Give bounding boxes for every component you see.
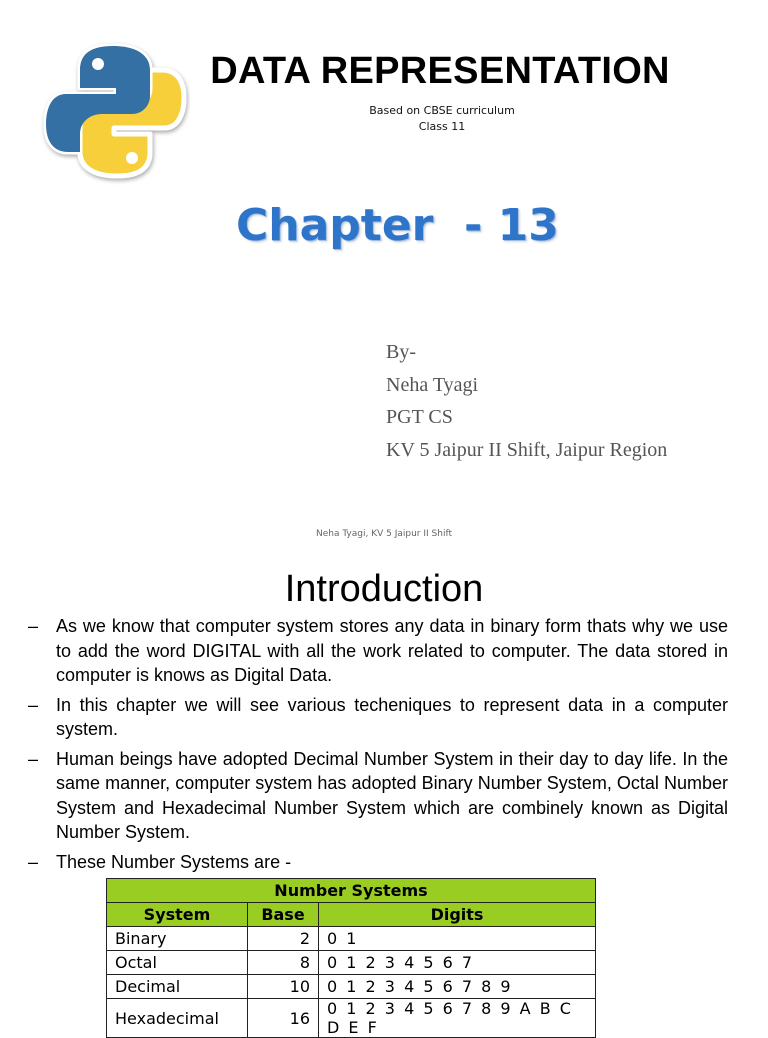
presentation-title: DATA REPRESENTATION	[210, 50, 670, 92]
cell-base: 8	[248, 951, 319, 975]
bullet-item	[28, 693, 728, 742]
author-by: By-	[386, 341, 416, 363]
table-row	[107, 975, 596, 999]
table-row	[107, 927, 596, 951]
slide-introduction	[0, 552, 768, 1037]
bullet-dash: –	[28, 694, 39, 715]
bullet-list	[28, 614, 728, 879]
chapter-heading: Chapter - 13	[236, 200, 559, 251]
column-header-digits: Digits	[319, 903, 596, 927]
bullet-dash: –	[28, 748, 39, 769]
bullet-text: These Number Systems are -	[56, 851, 292, 872]
table-title-row	[107, 879, 596, 903]
cell-base: 16	[248, 999, 319, 1038]
bullet-dash: –	[28, 616, 39, 636]
table-row	[107, 999, 596, 1038]
cell-system: Hexadecimal	[107, 999, 248, 1038]
bullet-dash: –	[28, 851, 39, 872]
bullet-item	[28, 614, 728, 688]
number-systems-table	[106, 878, 596, 1038]
slide-title: Introduction	[284, 568, 484, 610]
bullet-item	[28, 747, 728, 845]
author-school: KV 5 Jaipur II Shift, Jaipur Region	[386, 438, 668, 461]
author-name: Neha Tyagi	[386, 373, 479, 396]
cell-digits: 0 1 2 3 4 5 6 7 8 9 A B C D E F	[319, 999, 596, 1038]
author-designation: PGT CS	[386, 406, 453, 428]
cell-system: Decimal	[107, 975, 248, 999]
bullet-text: In this chapter we will see various techeniques to represent data in a computer system.	[56, 694, 728, 739]
cell-base: 10	[248, 975, 319, 999]
column-header-system: System	[107, 903, 248, 927]
bullet-text: As we know that computer system stores any data in binary form thats why we use to add the word DIGITAL with all the work related to computer. The data stored in computer is knows as Digital Data.	[56, 616, 728, 685]
cell-system: Octal	[107, 951, 248, 975]
cell-digits: 0 1 2 3 4 5 6 7	[319, 951, 596, 975]
table-title: Number Systems	[107, 879, 596, 903]
subtitle-class: Class 11	[418, 120, 466, 133]
subtitle-curriculum: Based on CBSE curriculum	[369, 104, 515, 117]
table-header-row	[107, 903, 596, 927]
column-header-base: Base	[248, 903, 319, 927]
cell-system: Binary	[107, 927, 248, 951]
author-block	[386, 336, 667, 466]
cell-digits: 0 1	[319, 927, 596, 951]
python-logo-icon	[40, 36, 190, 186]
bullet-item	[28, 850, 728, 875]
cell-digits: 0 1 2 3 4 5 6 7 8 9	[319, 975, 596, 999]
cell-base: 2	[248, 927, 319, 951]
slide-footer: Neha Tyagi, KV 5 Jaipur II Shift	[315, 529, 452, 539]
table-row	[107, 951, 596, 975]
bullet-text: Human beings have adopted Decimal Number System in their day to day life. In the same manner, computer system has adopted Binary Number System, Octal Number System and Hexadecimal Number System which are combinely known as Digital Number System.	[56, 748, 728, 842]
